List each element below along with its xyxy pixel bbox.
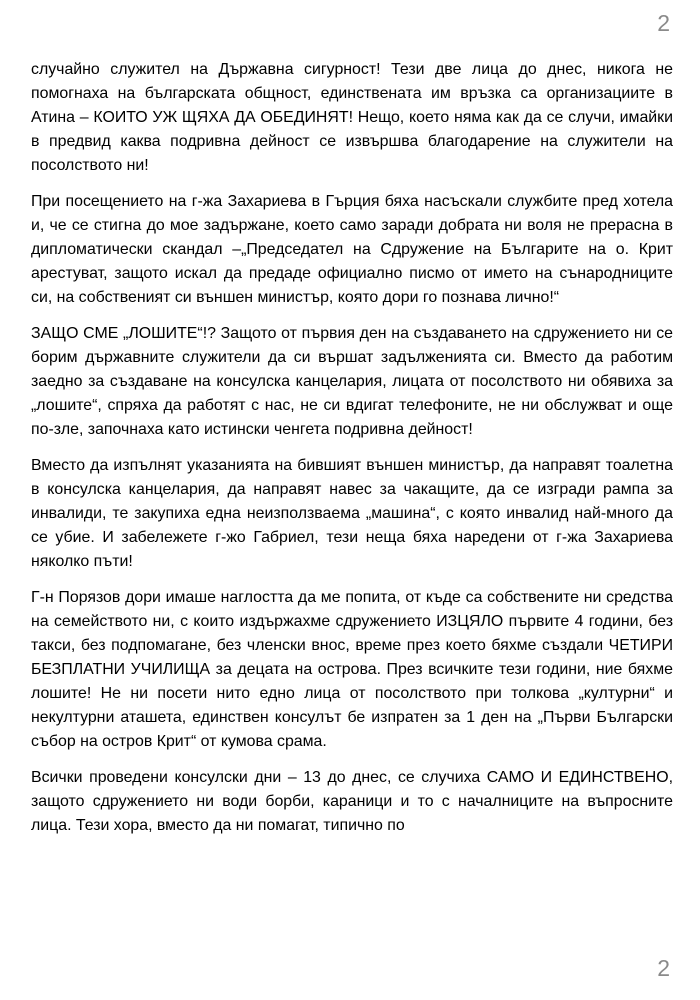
- paragraph: ЗАЩО СМЕ „ЛОШИТЕ“!? Защото от първия ден на създаването на сдружението ни се борим държавните служители да си вършат задълженията си. Вместо да работим заедно за създаване на консулска канцелария, лицата от посолството ни обявиха за „лошите“, спряха да работят с нас, не си вдигат телефоните, не ни обслужват и още по-зле, започнаха като истински ченгета подривна дейност!: [31, 325, 673, 438]
- paragraph: При посещението на г-жа Захариева в Гърция бяха насъскали службите пред хотела и, че се стигна до мое задържане, което само заради добрата ни воля не прерасна в дипломатически скандал –„Председател на Сдружение на Българите на о. Крит арестуват, защото искал да предаде официално писмо от името на сънародниците си, на собственият си външен министър, която дори го познава лично!“: [31, 193, 673, 306]
- page-number-bottom: 2: [657, 955, 670, 981]
- paragraph: Вместо да изпълнят указанията на бившият външен министър, да направят тоалетна в консулска канцелария, да направят навес за чакащите, да се изгради рампа за инвалиди, те закупиха една неизползваема „машина“, с която инвалид най-много да се убие. И забележете г-жо Габриел, тези неща бяха наредени от г-жа Захариева няколко пъти!: [31, 457, 673, 570]
- paragraph: Г-н Порязов дори имаше наглостта да ме попита, от къде са собствените ни средства на семейството ни, с които издържахме сдружението ИЗЦЯЛО първите 4 години, без такси, без подпомагане, без членски внос, време през което бяхме създали ЧЕТИРИ БЕЗПЛАТНИ УЧИЛИЩА за децата на острова. През всичките тези години, ние бяхме лошите! Не ни посети нито едно лица от посолството при толкова „културни“ и некултурни аташета, единствен консулът бе изпратен за 1 ден на „Първи Български събор на остров Крит“ от кумова срама.: [31, 589, 673, 750]
- page-number-top: 2: [657, 10, 670, 36]
- document-body: [31, 58, 673, 838]
- paragraph: Всички проведени консулски дни – 13 до днес, се случиха САМО И ЕДИНСТВЕНО, защото сдружението ни води борби, караници и то с началниците на въпросните лица. Тези хора, вместо да ни помагат, типично по: [31, 769, 673, 834]
- paragraph: случайно служител на Държавна сигурност! Тези две лица до днес, никога не помогнаха на българската общност, единствената им връзка са организациите в Атина – КОИТО УЖ ЩЯХА ДА ОБЕДИНЯТ! Нещо, което няма как да се случи, имайки в предвид каква подривна дейност се извършва благодарение на служители на посолството ни!: [31, 61, 673, 174]
